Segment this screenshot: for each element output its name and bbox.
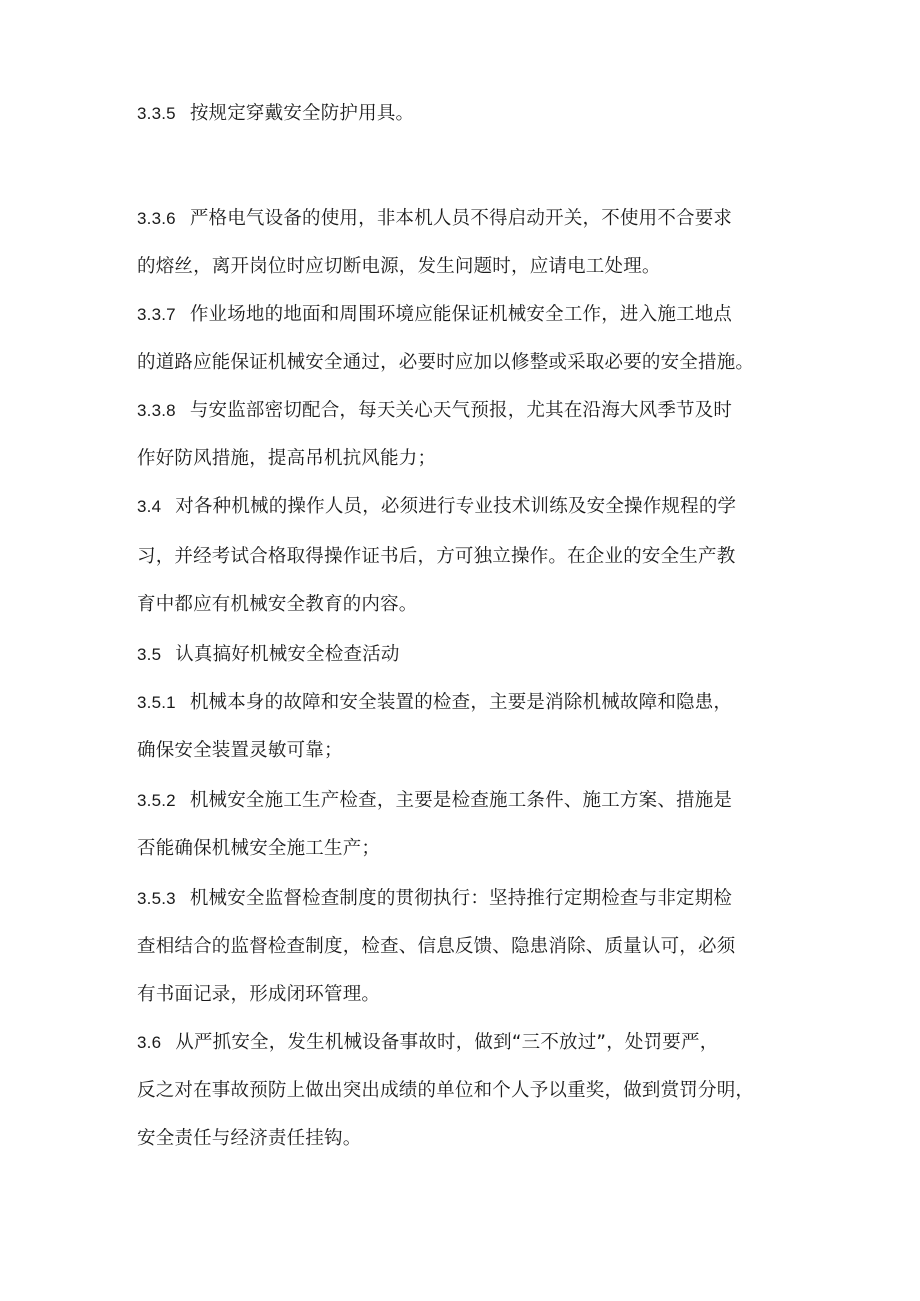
paragraph-line (137, 398, 732, 424)
paragraph-line (137, 544, 735, 570)
clause-text: 认真搞好机械安全检查活动 (175, 644, 400, 665)
clause-text: 反之对在事故预防上做出突出成绩的单位和个人予以重奖，做到赏罚分明， (137, 1080, 755, 1101)
clause-text: 严格电气设备的使用，非本机人员不得启动开关，不使用不合要求 (189, 208, 733, 229)
clause-number: 3.3.8 (137, 401, 176, 420)
paragraph-line (137, 1078, 754, 1104)
paragraph-line (137, 886, 732, 912)
paragraph-line (137, 446, 436, 472)
clause-number: 3.3.6 (137, 209, 176, 228)
paragraph-line (137, 982, 380, 1008)
clause-text: 机械安全施工生产检查，主要是检查施工条件、施工方案、措施是 (189, 790, 733, 811)
clause-text: 与安监部密切配合，每天关心天气预报，尤其在沿海大风季节及时 (189, 400, 733, 421)
paragraph-line (137, 690, 732, 716)
clause-text: 机械本身的故障和安全装置的检查，主要是消除机械故障和隐患， (189, 692, 733, 713)
clause-text: 对各种机械的操作人员，必须进行专业技术训练及安全操作规程的学 (175, 496, 737, 517)
clause-text: 的道路应能保证机械安全通过，必要时应加以修整或采取必要的安全措施。 (137, 352, 755, 373)
paragraph-line (137, 836, 380, 862)
paragraph-line (137, 738, 343, 764)
clause-text: 否能确保机械安全施工生产； (137, 838, 381, 859)
clause-number: 3.5 (137, 645, 162, 664)
clause-number: 3.3.7 (137, 305, 176, 324)
clause-number: 3.5.3 (137, 889, 176, 908)
clause-number: 3.3.5 (137, 104, 176, 123)
clause-number: 3.5.2 (137, 791, 176, 810)
paragraph-line (137, 642, 400, 668)
clause-text: 机械安全监督检查制度的贯彻执行：坚持推行定期检查与非定期检 (189, 888, 733, 909)
clause-text: 育中都应有机械安全教育的内容。 (137, 594, 418, 615)
paragraph-line (137, 934, 735, 960)
paragraph-line (137, 1030, 718, 1056)
clause-text: 安全责任与经济责任挂钩。 (137, 1128, 362, 1149)
paragraph-line (137, 302, 732, 328)
paragraph-line (137, 494, 736, 520)
paragraph-line (137, 254, 661, 280)
clause-text: 确保安全装置灵敏可靠； (137, 740, 343, 761)
paragraph-line (137, 350, 754, 376)
clause-text: 的熔丝，离开岗位时应切断电源，发生问题时，应请电工处理。 (137, 256, 661, 277)
clause-number: 3.6 (137, 1033, 162, 1052)
clause-number: 3.4 (137, 497, 162, 516)
clause-text: 习，并经考试合格取得操作证书后，方可独立操作。在企业的安全生产教 (137, 546, 736, 567)
clause-text: 作好防风措施，提高吊机抗风能力； (137, 448, 437, 469)
clause-number: 3.5.1 (137, 693, 176, 712)
paragraph-line (137, 788, 732, 814)
paragraph-line (137, 101, 414, 127)
clause-text: 有书面记录，形成闭环管理。 (137, 984, 381, 1005)
clause-text: 从严抓安全，发生机械设备事故时，做到“三不放过”，处罚要严， (175, 1032, 719, 1053)
paragraph-line (137, 206, 732, 232)
clause-text: 作业场地的地面和周围环境应能保证机械安全工作，进入施工地点 (189, 304, 733, 325)
clause-text: 查相结合的监督检查制度，检查、信息反馈、隐患消除、质量认可，必须 (137, 936, 736, 957)
clause-text: 按规定穿戴安全防护用具。 (189, 103, 415, 124)
paragraph-line (137, 592, 418, 618)
paragraph-line (137, 1126, 361, 1152)
